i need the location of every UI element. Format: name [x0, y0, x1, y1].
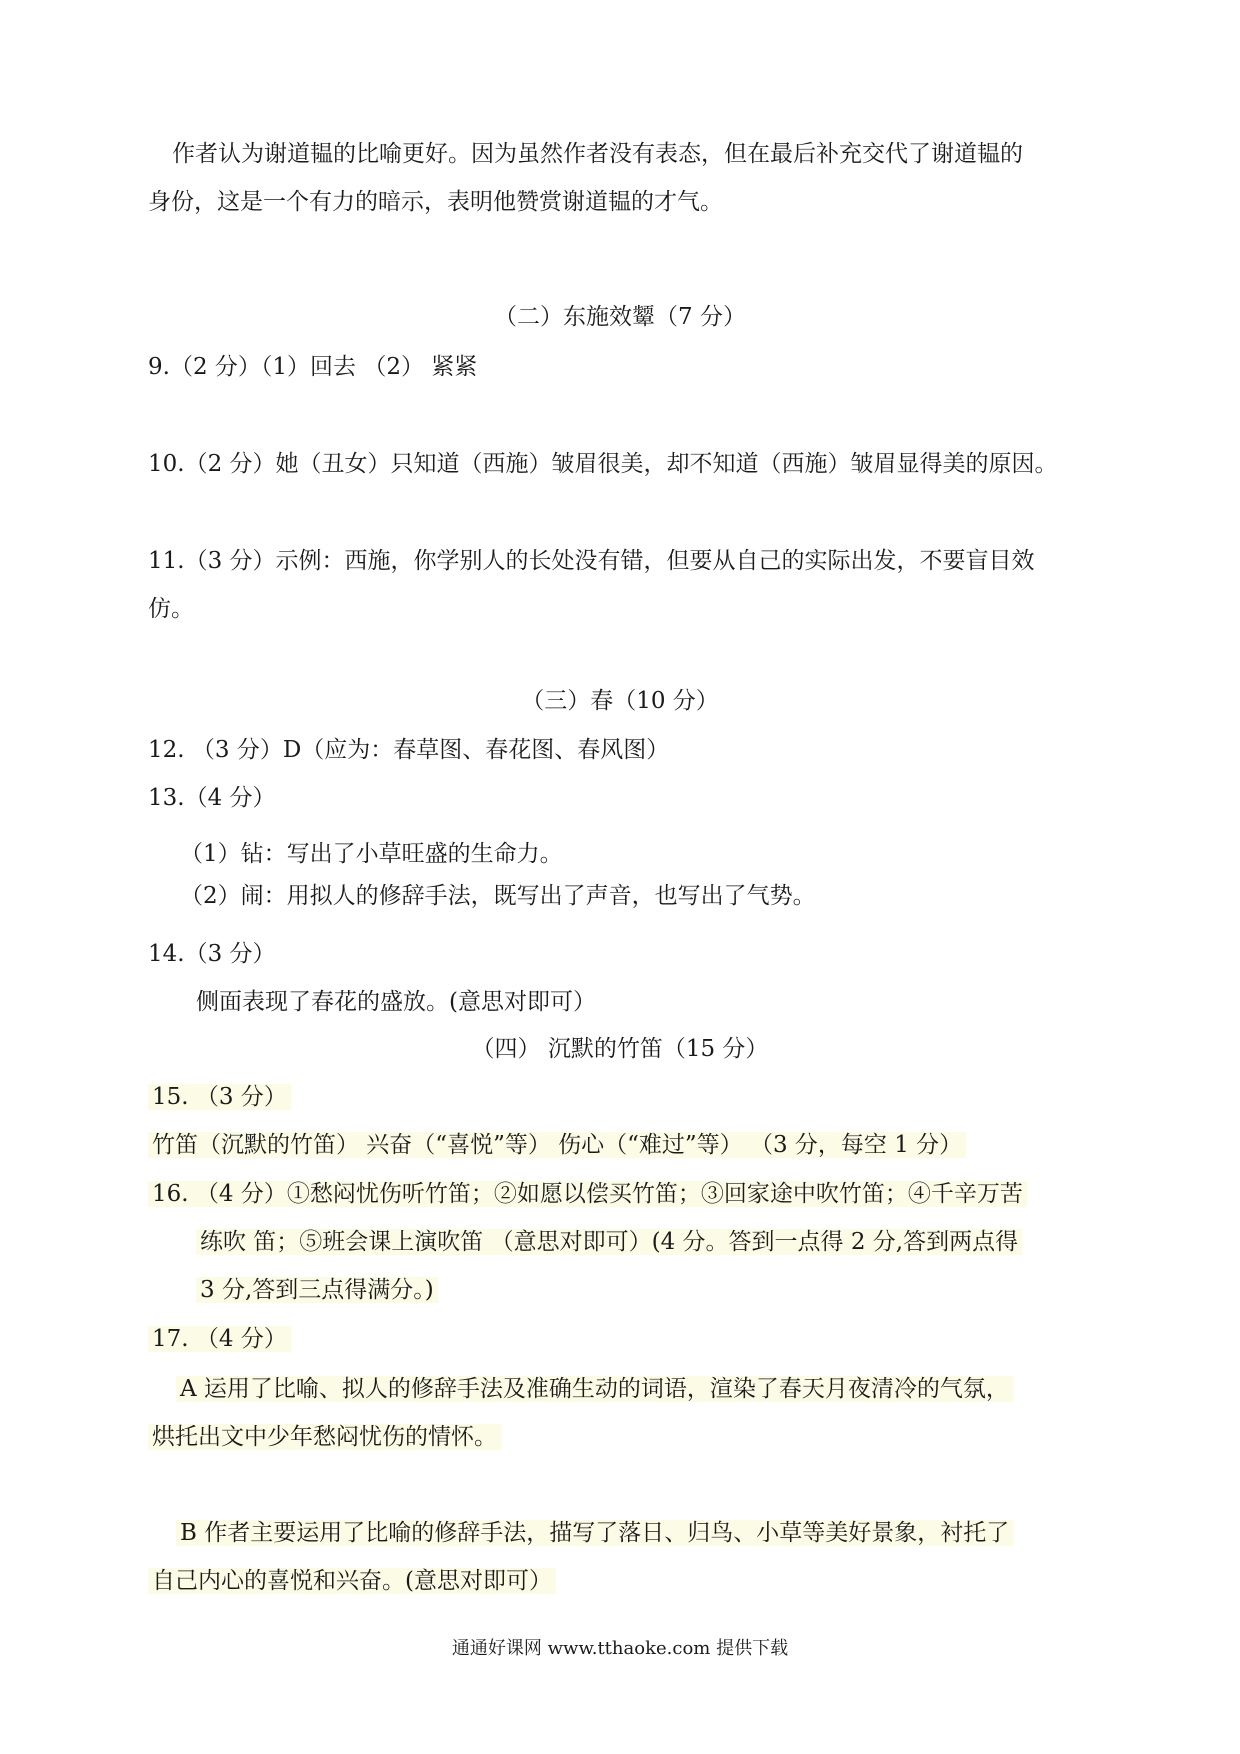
answer-line: 仿。: [148, 596, 194, 622]
highlighted-text: 竹笛（沉默的竹笛） 兴奋（“喜悦”等） 伤心（“难过”等） （3 分，每空 1 分）: [148, 1132, 966, 1158]
answer-line: （1）钻：写出了小草旺盛的生命力。: [180, 841, 563, 867]
answer-line: 11.（3 分）示例：西施，你学别人的长处没有错，但要从自己的实际出发，不要盲目效: [148, 548, 1035, 574]
answer-line: [148, 1128, 966, 1162]
answer-line: [148, 1177, 1027, 1211]
highlighted-text: 17. （4 分）: [148, 1326, 291, 1352]
footer-text: 通通好课网 www.tthaoke.com 提供下载: [451, 1638, 789, 1659]
answer-line: [148, 1564, 556, 1598]
answer-line: 13.（4 分）: [148, 785, 276, 811]
paragraph-line: 身份，这是一个有力的暗示，表明他赞赏谢道韫的才气。: [148, 189, 723, 215]
highlighted-text: A 运用了比喻、拟人的修辞手法及准确生动的词语，渲染了春天月夜清冷的气氛，: [176, 1376, 1013, 1402]
section-heading: （四） 沉默的竹笛（15 分）: [471, 1036, 769, 1062]
paragraph-line: 作者认为谢道韫的比喻更好。因为虽然作者没有表态，但在最后补充交代了谢道韫的: [172, 141, 1023, 167]
answer-line: 14.（3 分）: [148, 941, 276, 967]
highlighted-text: 练吹 笛；⑤班会课上演吹笛 （意思对即可）(4 分。答到一点得 2 分,答到两点得: [196, 1229, 1022, 1255]
answer-line: 侧面表现了春花的盛放。(意思对即可）: [196, 989, 596, 1015]
highlighted-text: 自己内心的喜悦和兴奋。(意思对即可）: [148, 1568, 556, 1594]
highlighted-text: 15. （3 分）: [148, 1084, 291, 1110]
section-heading: （三）春（10 分）: [521, 688, 719, 714]
answer-line: [148, 1420, 501, 1454]
highlighted-text: B 作者主要运用了比喻的修辞手法，描写了落日、归鸟、小草等美好景象，衬托了: [176, 1520, 1013, 1546]
answer-line: [176, 1516, 1013, 1550]
answer-line: [196, 1273, 438, 1307]
answer-line: [148, 1322, 291, 1356]
answer-line: （2）闹：用拟人的修辞手法，既写出了声音，也写出了气势。: [180, 883, 816, 909]
answer-line: 9.（2 分）（1）回去 （2） 紧紧: [148, 354, 478, 380]
answer-line: 12. （3 分）D（应为：春草图、春花图、春风图）: [148, 737, 670, 763]
highlighted-text: 烘托出文中少年愁闷忧伤的情怀。: [148, 1424, 501, 1450]
answer-line: [196, 1225, 1022, 1259]
highlighted-text: 16. （4 分）①愁闷忧伤听竹笛；②如愿以偿买竹笛；③回家途中吹竹笛；④千辛万苦: [148, 1181, 1027, 1207]
answer-line: [148, 1080, 291, 1114]
answer-line: 10.（2 分）她（丑女）只知道（西施）皱眉很美，却不知道（西施）皱眉显得美的原因。: [148, 451, 1058, 477]
section-heading: （二）东施效颦（7 分）: [494, 304, 746, 330]
highlighted-text: 3 分,答到三点得满分。): [196, 1277, 438, 1303]
answer-line: [176, 1372, 1013, 1406]
